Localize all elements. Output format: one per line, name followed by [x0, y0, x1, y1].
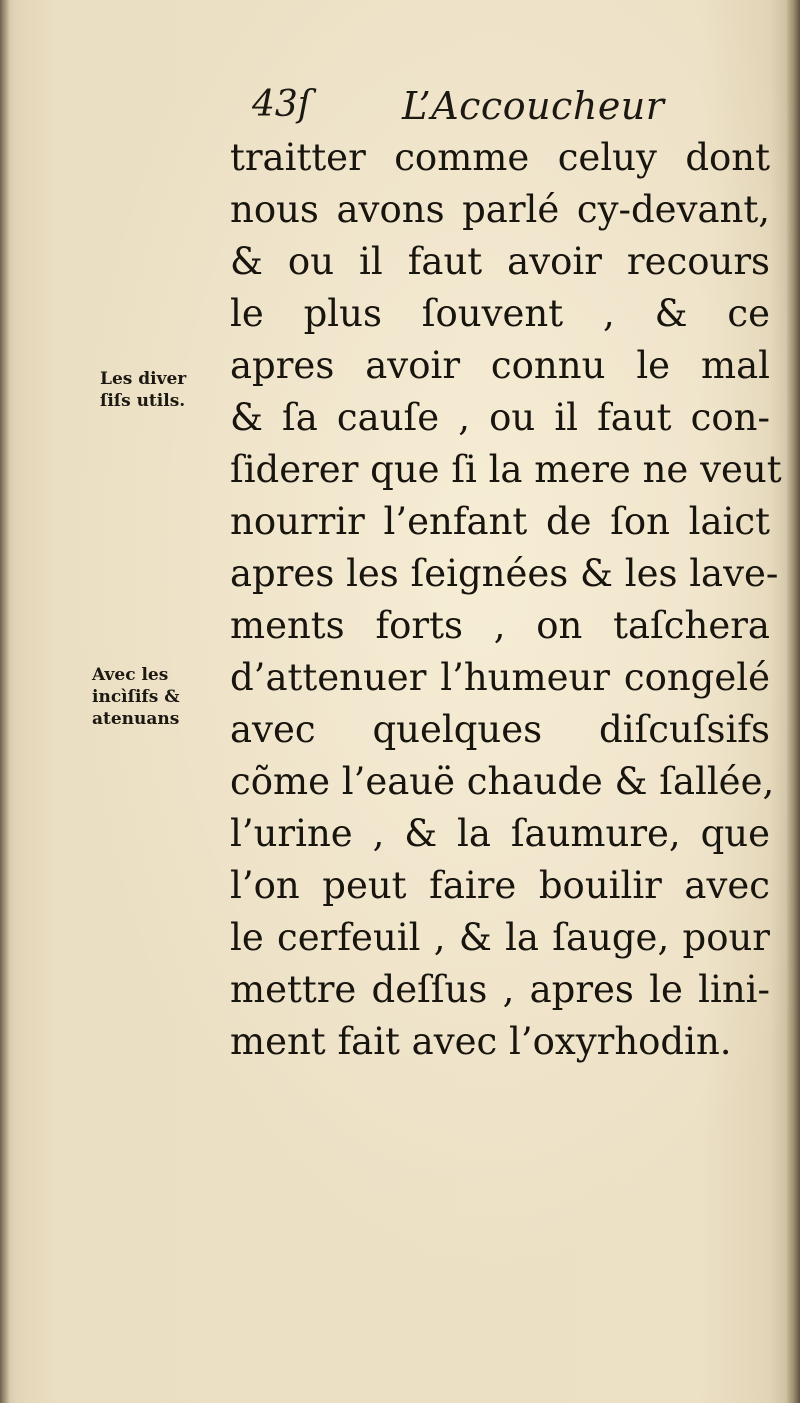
body-line: ſiderer que ſi la mere ne veut: [230, 448, 782, 491]
body-line: avec quelques diſcuſsifs: [230, 708, 770, 751]
body-line: mettre deſſus , apres le lini-: [230, 968, 770, 1011]
body-line: cõme l’eauë chaude & ſallée,: [230, 760, 775, 803]
margin-note-line: atenuans: [92, 709, 180, 729]
margin-note-incisifs: [92, 664, 232, 730]
page-edge-shadow: [786, 0, 800, 1403]
page-number: 43ſ: [252, 84, 312, 125]
body-line: ment fait avec l’oxyrhodin.: [230, 1020, 732, 1063]
margin-note-line: ſiſs utils.: [100, 391, 186, 411]
running-title: L’Accoucheur: [402, 84, 665, 128]
margin-note-line: Avec les: [92, 665, 169, 685]
body-line: le plus ſouvent , & ce: [230, 292, 770, 335]
body-line: traitter comme celuy dont: [230, 136, 770, 179]
body-line: nourrir l’enfant de ſon laict: [230, 500, 770, 543]
body-line: apres avoir connu le mal: [230, 344, 770, 387]
page-gutter-shadow: [0, 0, 10, 1403]
body-line: apres les ſeignées & les lave-: [230, 552, 779, 595]
margin-note-line: incìſifs &: [92, 687, 180, 707]
body-line: & ſa cauſe , ou il faut con-: [230, 396, 770, 439]
body-line: l’urine , & la ſaumure, que: [230, 812, 770, 855]
body-line: & ou il faut avoir recours: [230, 240, 770, 283]
margin-note-line: Les diver: [100, 369, 187, 389]
body-line: l’on peut faire bouilir avec: [230, 864, 770, 907]
margin-note-diversifs: [100, 368, 240, 412]
running-head: [252, 84, 692, 134]
body-line: ments forts , on taſchera: [230, 604, 770, 647]
body-line: le cerfeuil , & la ſauge, pour: [230, 916, 770, 959]
body-line: d’attenuer l’humeur congelé: [230, 656, 770, 699]
body-line: nous avons parlé cy-devant,: [230, 188, 770, 231]
